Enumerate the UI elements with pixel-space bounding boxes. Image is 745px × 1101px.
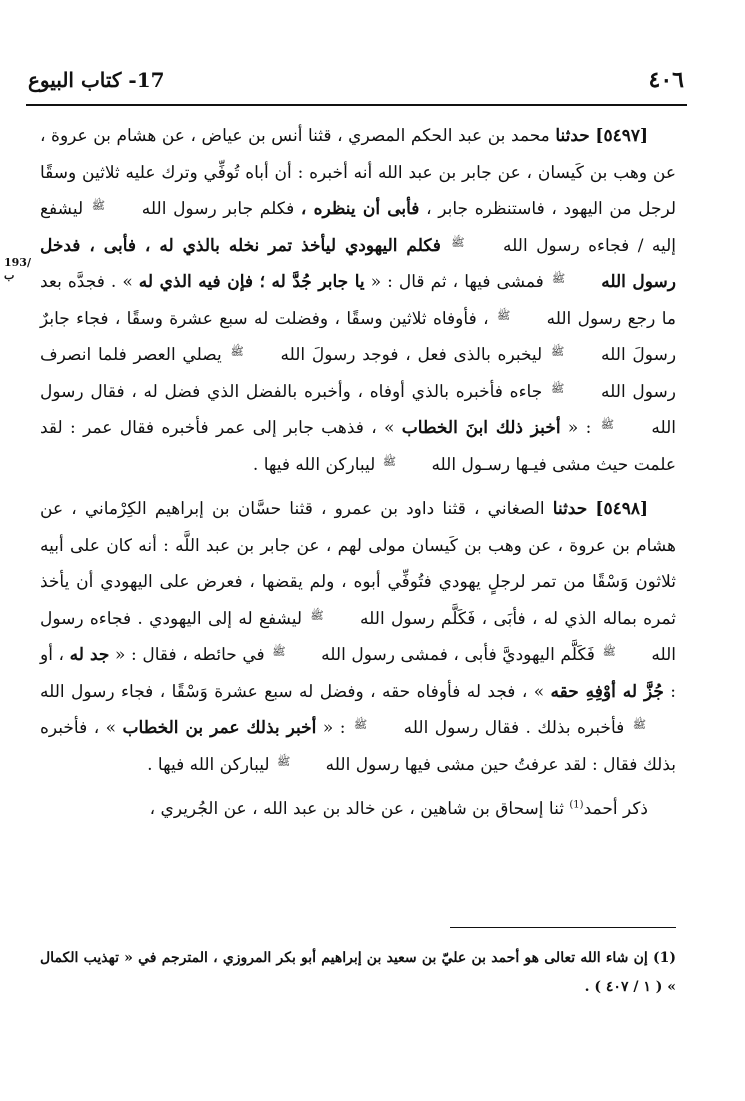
hadith-5498: [40, 491, 676, 783]
haddathana-word: حدثنا: [555, 126, 590, 146]
salla-honorific: ﷺ: [602, 645, 616, 658]
prophetic-quote: جد له: [69, 645, 110, 665]
salla-honorific: ﷺ: [632, 718, 647, 731]
prophetic-quote: أخبر بذلك عمر بن الخطاب: [122, 718, 317, 738]
text-span: » ، فأخبره بذلك فقال : لقد عرفتُ حين مشى فيها رسول الله: [40, 718, 676, 775]
page-number: ٤٠٦: [648, 67, 684, 93]
salla-honorific: ﷺ: [550, 381, 565, 395]
hadith-5497: [40, 118, 676, 483]
text-span: ليباركن الله فيها .: [252, 454, 376, 475]
text-span: فمشى فيها ، ثم قال : «: [370, 272, 544, 292]
text-span: ، فأوفاه ثلاثين وسقًا ، وفضلت له سبع عشرة وسقًا ، فجاء جابرٌ رسولَ الله: [40, 308, 677, 365]
prophetic-quote: يا جابر جُدَّ له ؛ فإن فيه الذي له: [138, 272, 365, 292]
salla-honorific: ﷺ: [276, 754, 291, 768]
salla-honorific: ﷺ: [91, 199, 106, 212]
text-span: ، أو :: [40, 645, 676, 702]
text-span-bold: فكلم اليهودي ليأخذ تمر نخله بالذي له ، فأبى ، فدخل رسول الله: [40, 235, 677, 292]
footnote-reference: (1): [569, 799, 584, 811]
hadith-number: [٥٤٩٨]: [595, 499, 649, 519]
running-title: 17- كتاب البيوع: [28, 68, 165, 92]
footnote-rule: [450, 927, 676, 928]
text-span: : «: [322, 718, 346, 738]
text-span: فكلم جابر رسول الله: [141, 199, 295, 219]
salla-honorific: ﷺ: [451, 235, 465, 249]
text-span: فَكَلَّم اليهوديَّ فأبى ، فمشى رسول الله: [321, 645, 595, 665]
salla-honorific: ﷺ: [230, 345, 244, 358]
text-span: يصلي العصر فلما انصرف رسول الله: [40, 345, 676, 402]
header-rule: [26, 104, 687, 106]
text-span: ذكر أحمد: [583, 799, 648, 819]
text-span: » ، فذهب جابر إلى عمر فأخبره فقال عمر : لقد علمت حيث مشى فيـها رسـول الله: [40, 418, 676, 475]
salla-honorific: ﷺ: [496, 308, 511, 322]
text-span: ليباركن الله فيها .: [147, 754, 270, 775]
prophetic-quote: أخبز ذلك ابنَ الخطاب: [401, 418, 561, 438]
text-span: ثنا إسحاق بن شاهين ، عن خالد بن عبد الله ، عن الجُريري ،: [149, 799, 564, 819]
salla-honorific: ﷺ: [600, 418, 615, 431]
text-span: ليشفع إليه / فجاءه رسول الله: [40, 199, 676, 256]
text-span: ليشفع له إلى اليهودي . فجاءه رسول الله: [40, 608, 677, 665]
hadith-number: [٥٤٩٧]: [595, 126, 649, 146]
text-span: » . فجدَّه بعد ما رجع رسول الله: [40, 272, 677, 329]
text-span: محمد بن عبد الحكم المصري ، قثنا أنس بن عياض ، عن هشام بن عروة ، عن وهب بن كَيسان ، عن جابر بن عبد الله أنه أخبره : أن أباه تُوفِّي وترك عليه ثلاثين وسقًا لرجل من اليهود ، فاستنظره جابر ،: [40, 126, 677, 219]
prophetic-quote: جُزَّ له أوْفِهِ حقه: [550, 681, 664, 702]
page-header: [28, 64, 684, 96]
salla-honorific: ﷺ: [551, 272, 566, 285]
main-text: [40, 118, 676, 836]
text-span: جاءه فأخبره بالذي أوفاه ، وأخبره بالفضل الذي فضل له ، فقال رسول الله: [40, 381, 677, 438]
haddathana-word: حدثنا: [552, 499, 588, 519]
text-span: ليخبره بالذى فعل ، فوجد رسولَ الله: [280, 345, 543, 365]
text-span: الصغاني ، قثنا داود بن عمرو ، قثنا حسَّان بن إبراهيم الكِرْماني ، عن هشام بن عروة ، عن وهب بن كَيسان مولى لهم ، عن جابر بن عبد اللَّه : أنه كان على أبيه ثلاثون وَسْقًا من تمر لرجلٍ يهودي فتُوفِّي أبوه ، ولم يقضها ، فعرض على اليهودي أن يأخذ ثمره بماله الذي له ، فأبَى ، فَكَلَّم رسول الله: [40, 499, 677, 629]
salla-honorific: ﷺ: [353, 718, 368, 731]
text-span-bold: فأبى أن ينظره ،: [300, 199, 420, 219]
text-span: في حائطه ، فقال : «: [115, 645, 265, 665]
salla-honorific: ﷺ: [272, 645, 286, 658]
narration-ahmad: [40, 791, 676, 828]
margin-folio-note: 193/ب: [4, 256, 31, 282]
text-span: فأخبره بذلك . فقال رسول الله: [403, 718, 625, 738]
salla-honorific: ﷺ: [382, 454, 397, 468]
footnote-1: (1) إن شاء الله تعالى هو أحمد بن عليّ بن سعيد بن إبراهيم أبو بكر المروزي ، المترجم في « تهذيب الكمال » ( ١ / ٤٠٧ ) .: [40, 950, 676, 995]
salla-honorific: ﷺ: [310, 608, 324, 622]
text-span: » ، فجد له فأوفاه حقه ، وفضل له سبع عشرة وَسْقًا ، فجاء رسول الله: [40, 681, 545, 702]
text-span: : «: [567, 418, 592, 438]
salla-honorific: ﷺ: [551, 345, 565, 358]
